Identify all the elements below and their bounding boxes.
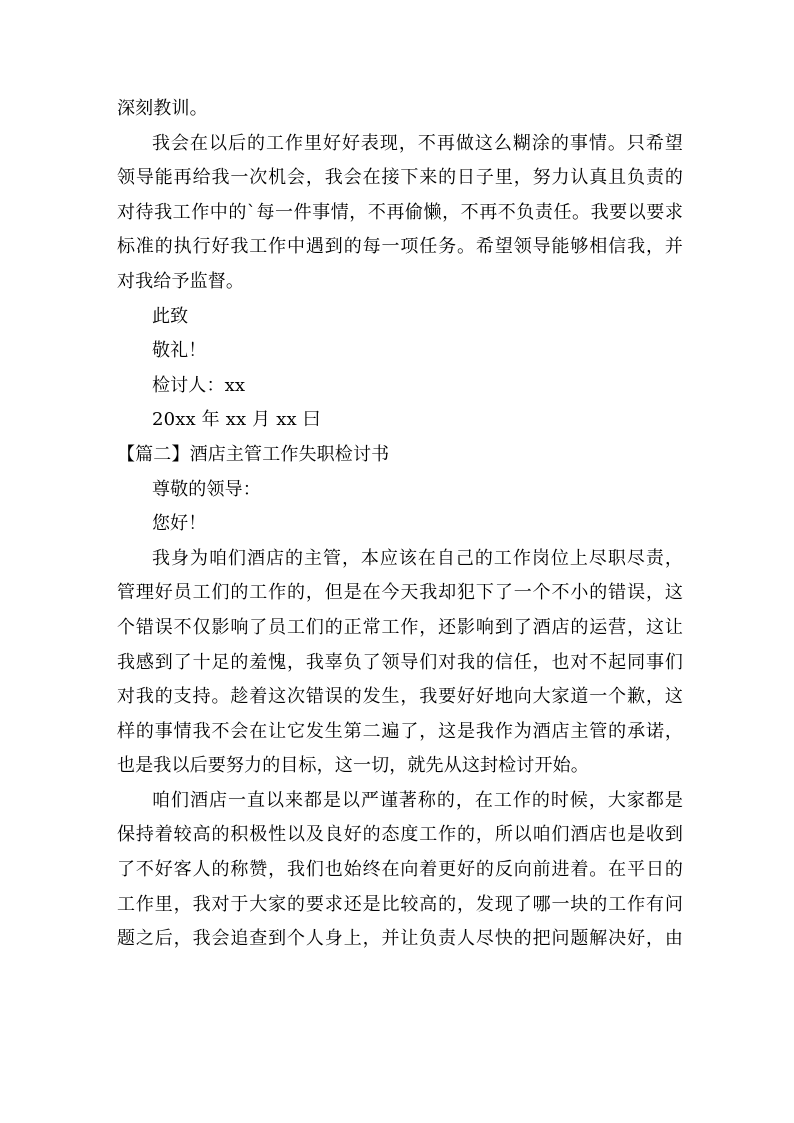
text-line bbox=[117, 265, 683, 300]
text-line-content: 工作里，我对于大家的要求还是比较高的，发现了哪一块的工作有问 bbox=[117, 893, 683, 915]
text-line bbox=[117, 127, 683, 162]
text-line-content: 我身为咱们酒店的主管，本应该在自己的工作岗位上尽职尽责， bbox=[152, 547, 683, 569]
text-line-content: 了不好客人的称赞，我们也始终在向着更好的反向前进着。在平日的 bbox=[117, 859, 683, 881]
text-line bbox=[117, 818, 683, 853]
text-line bbox=[117, 922, 683, 957]
text-line-content: 管理好员工们的工作的，但是在今天我却犯下了一个不小的错误，这 bbox=[117, 582, 683, 604]
text-line-content: 敬礼！ bbox=[152, 340, 207, 362]
text-line-content: 深刻教训。 bbox=[117, 98, 208, 119]
text-line-content: 个错误不仅影响了员工们的正常工作，还影响到了酒店的运营，这让 bbox=[117, 616, 683, 638]
text-line-content: 尊敬的领导： bbox=[152, 478, 261, 500]
text-line-content: 您好！ bbox=[152, 513, 207, 535]
text-line-content: 保持着较高的积极性以及良好的态度工作的，所以咱们酒店也是收到 bbox=[117, 824, 683, 846]
text-line bbox=[117, 403, 683, 438]
text-line bbox=[117, 438, 683, 473]
text-line bbox=[117, 784, 683, 819]
text-line bbox=[117, 576, 683, 611]
text-line-content: 我感到了十足的羞愧，我辜负了领导们对我的信任，也对不起同事们 bbox=[117, 651, 683, 673]
text-line-content: 题之后，我会追查到个人身上，并让负责人尽快的把问题解决好，由 bbox=[117, 928, 683, 950]
text-line bbox=[117, 161, 683, 196]
text-line-content: 领导能再给我一次机会，我会在接下来的日子里，努力认真且负责的 bbox=[117, 167, 683, 189]
text-line bbox=[117, 715, 683, 750]
text-line bbox=[117, 334, 683, 369]
document-page bbox=[117, 92, 683, 957]
text-line-content: 对我的支持。趁着这次错误的发生，我要好好地向大家道一个歉，这 bbox=[117, 686, 683, 708]
text-line bbox=[117, 680, 683, 715]
text-line bbox=[117, 230, 683, 265]
text-line-content: 也是我以后要努力的目标，这一切，就先从这封检讨开始。 bbox=[117, 755, 589, 777]
text-line bbox=[117, 369, 683, 404]
text-line-content: 检讨人：xx bbox=[152, 374, 246, 396]
text-line bbox=[117, 507, 683, 542]
text-line bbox=[117, 92, 683, 127]
text-line bbox=[117, 853, 683, 888]
text-line bbox=[117, 300, 683, 335]
text-line-content: 此致 bbox=[152, 305, 189, 327]
text-line bbox=[117, 473, 683, 508]
text-line bbox=[117, 196, 683, 231]
text-line-content: 【篇二】酒店主管工作失职检讨书 bbox=[117, 443, 390, 465]
text-line bbox=[117, 542, 683, 577]
text-line-content: 样的事情我不会在让它发生第二遍了，这是我作为酒店主管的承诺， bbox=[117, 720, 683, 742]
text-line bbox=[117, 611, 683, 646]
text-line-content: 咱们酒店一直以来都是以严谨著称的，在工作的时候，大家都是 bbox=[152, 789, 683, 811]
text-line bbox=[117, 888, 683, 923]
text-line-content: 对我给予监督。 bbox=[117, 270, 245, 292]
text-line-content: 20xx 年 xx 月 xx 曰 bbox=[152, 409, 321, 431]
text-line-content: 对待我工作中的`每一件事情，不再偷懒，不再不负责任。我要以要求 bbox=[117, 201, 683, 223]
text-line bbox=[117, 749, 683, 784]
text-line-content: 我会在以后的工作里好好表现，不再做这么糊涂的事情。只希望 bbox=[152, 132, 683, 154]
text-line-content: 标准的执行好我工作中遇到的每一项任务。希望领导能够相信我，并 bbox=[117, 236, 683, 258]
text-line bbox=[117, 646, 683, 681]
